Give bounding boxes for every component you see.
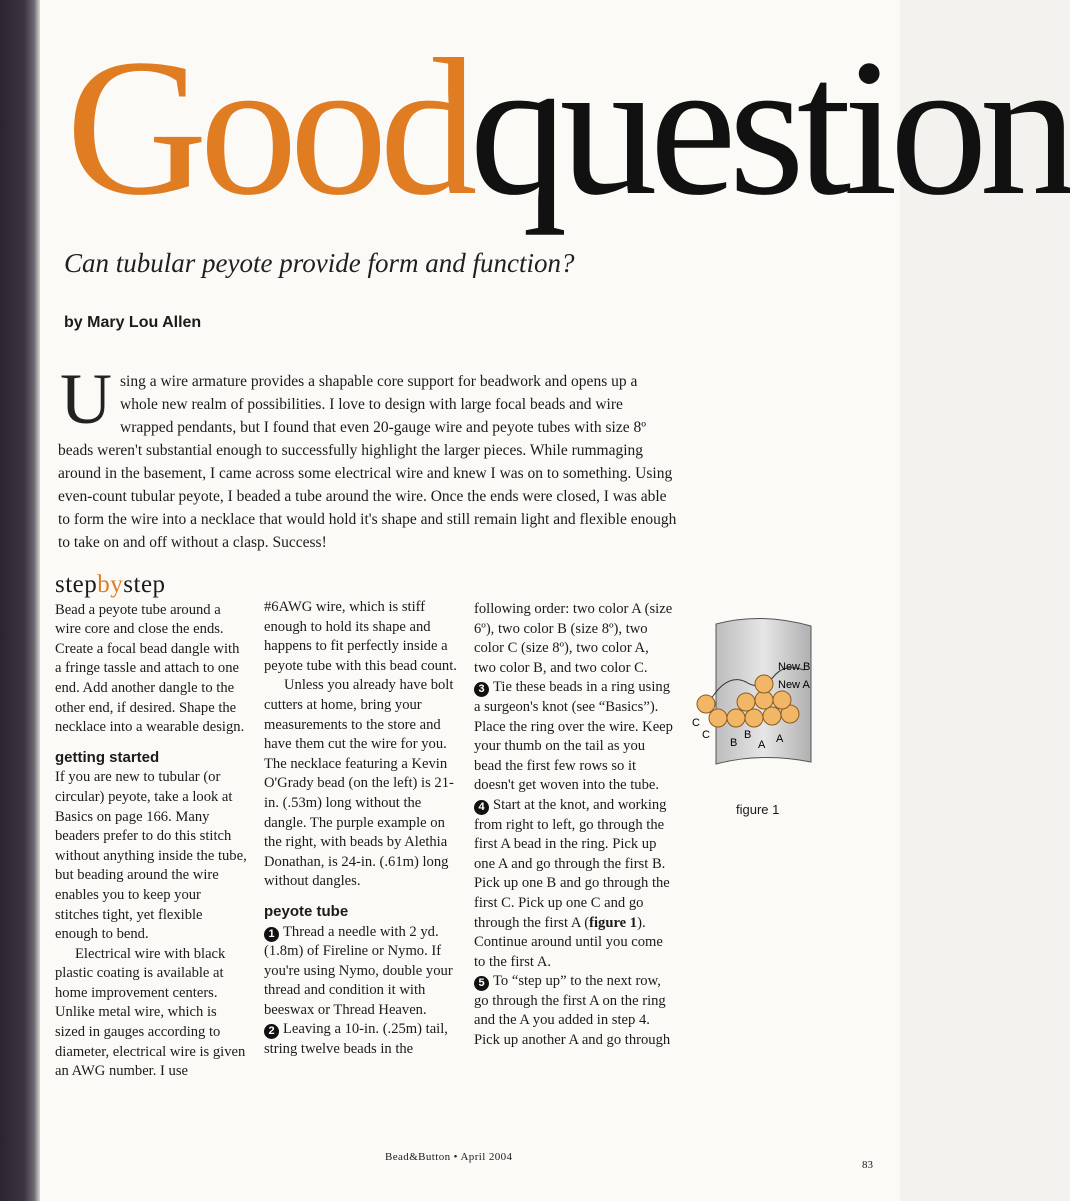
drop-cap: U [60,359,112,439]
bead [755,675,773,693]
step-4-text-b: ). Continue around until you come to the first A. [474,914,663,970]
heading-peyote-tube: peyote tube [264,902,349,920]
footer-credit: Bead&Button • April 2004 [385,1151,513,1163]
step-3 [474,678,674,796]
label-c-1: C [692,717,700,729]
step-by-step-heading [55,571,248,598]
step-5-text: To “step up” to the next row, go through the first A on the ring and the A you added in step 4. Pick up another A and go through [474,973,671,1049]
step-2 [264,1020,460,1059]
overview-paragraph: Bead a peyote tube around a wire core and close the ends. Create a focal bead dangle with a fringe tassle and attach to one end. Add another dangle to the other end, if desired. Shape the necklace into a wearable design. [55,601,245,736]
step-number-1: 1 [264,927,279,942]
bead [737,693,755,711]
page-number: 83 [862,1159,873,1171]
title-good: Good [66,19,470,236]
awg-paragraph: #6AWG wire, which is stiff enough to hold its shape and happens to fit perfectly inside a peyote tube with this bead count. [264,599,457,674]
getting-started-paragraph: If you are new to tubular (or circular) peyote, take a look at Basics on page 166. Many beaders prefer to do this stitch without anything inside the tube, but beading around the wire enables you to keep your stitches tight, yet flexible enough to bend. [55,769,247,943]
article-subtitle: Can tubular peyote provide form and function? [64,248,575,278]
bead [697,695,715,713]
step-4 [474,796,674,972]
figure-1-diagram [686,612,836,792]
sbs-step: step [55,571,98,598]
step-number-5: 5 [474,976,489,991]
label-a-1: A [758,739,766,751]
step-5 [474,972,674,1050]
column-3 [474,600,674,1051]
bead [755,691,773,709]
label-b-1: B [730,737,738,749]
bead-order-paragraph: following order: two color A (size 6º), two color B (size 8º), two color C (size 8º), two color A, two color B, and two color C. [474,601,673,676]
binding-spine [0,0,40,1201]
article-title [66,19,1070,236]
bead [745,709,763,727]
wire-paragraph: Electrical wire with black plastic coating is available at home improvement centers. Unlike metal wire, which is sized in gauges according to diameter, electrical wire is given an AWG number. I use [55,945,246,1080]
step-2-text: Leaving a 10-in. (.25m) tail, string twelve beads in the [264,1021,448,1058]
label-c-2: C [702,729,710,741]
column-1 [55,571,248,1082]
bead [709,709,727,727]
label-a-2: A [776,733,784,745]
figure-reference: figure 1 [589,914,638,931]
title-question: question [469,19,1070,236]
label-new-b: New B [778,661,811,673]
step-1-text: Thread a needle with 2 yd. (1.8m) of Fireline or Nymo. If you're using Nymo, double your thread and condition it with beeswax or Thread Heaven. [264,923,453,1018]
byline: by Mary Lou Allen [64,314,202,331]
bead [773,691,791,709]
step-1 [264,923,460,1021]
step-number-3: 3 [474,682,489,697]
bead [727,709,745,727]
sbs-step-2: step [123,571,166,598]
figure-caption: figure 1 [736,802,780,817]
heading-getting-started: getting started [55,748,160,766]
sbs-by: by [97,571,124,598]
label-new-a: New A [778,679,810,691]
column-2 [264,598,460,1060]
intro-text: sing a wire armature provides a shapable core support for beadwork and opens up a whole new realm of possibilities. I love to design with large focal beads and wire wrapped pendants, but I found that even 20-gauge wire and peyote tubes with size 8º beads weren't substantial enough to successfully highlight the larger pieces. While rummaging around in the basement, I came across some electrical wire and knew I was on to something. Using even-count tubular peyote, I beaded a tube around the wire. Once the ends were closed, I was able to form the wire into a necklace that would hold it's shape and still remain light and flexible enough to take on and off without a clasp. Success! [58,373,677,551]
step-4-text-a: Start at the knot, and working from right to left, go through the first A bead in the ring. Pick up one A and go through the first B. Pick up one B and go through the first C. Pick up one C and go through the first A ( [474,796,670,931]
step-number-2: 2 [264,1024,279,1039]
intro-paragraph [58,359,678,554]
bolt-cutters-paragraph: Unless you already have bolt cutters at home, bring your measurements to the store and have them cut the wire for you. The necklace featuring a Kevin O'Grady bead (on the left) is 21-in. (.53m) long without the dangle. The purple example on the right, with beads by Alethia Donathan, is 24-in. (.61m) long without dangles. [264,677,454,890]
bead [763,707,781,725]
step-3-text: Tie these beads in a ring using a surgeon's knot (see “Basics”). Place the ring over the wire. Keep your thumb on the tail as you bead the first few rows so it doesn't get woven into the tube. [474,679,673,794]
step-number-4: 4 [474,800,489,815]
label-b-2: B [744,729,752,741]
